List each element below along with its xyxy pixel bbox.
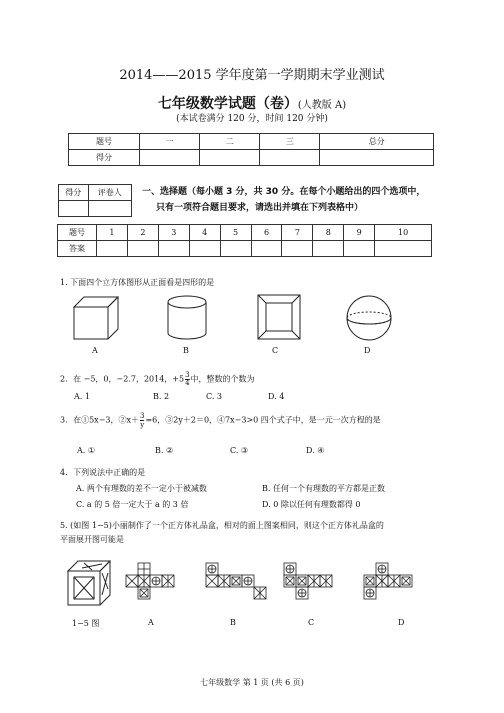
- cube-figure-a: [70, 293, 122, 343]
- grader-name-label: 评卷人: [88, 185, 131, 201]
- q4-option-d: D. 0 除以任何有理数都得 0: [262, 500, 361, 509]
- page-footer: 七年级数学 第 1 页 (共 6 页): [200, 678, 304, 687]
- score-header-cell: 总分: [320, 134, 434, 150]
- score-header-cell: 三: [260, 134, 320, 150]
- answer-cell[interactable]: [220, 241, 251, 257]
- q1-text: 1. 下面四个立方体图形从正面看是四形的是: [60, 278, 215, 287]
- grader-score-label: 得分: [59, 185, 89, 201]
- answer-number: 1: [97, 225, 128, 241]
- q3-text-b: =6，③2y＋2＝0，④7x−3>0 四个式子中，是一元一次方程的是: [145, 415, 381, 425]
- q1-label-d: D: [364, 346, 371, 355]
- answer-number: 3: [158, 225, 189, 241]
- section-1-line1: 一、选择题（每小题 3 分，共 30 分。在每个小题给出的四个选项中，: [142, 187, 426, 197]
- answer-number: 4: [189, 225, 220, 241]
- sphere-figure-d: [344, 293, 394, 343]
- q3-frac-den: y: [140, 421, 145, 429]
- q2-text-a: 2．在 −5，0，−2.7，2014，+5: [60, 374, 185, 384]
- q4-text: 4．下列说法中正确的是: [60, 468, 146, 477]
- answer-row-label: 答案: [58, 241, 97, 257]
- q5-line1: 5. (如图 1−5)小丽制作了一个正方体礼品盒，相对的面上图案相同，则这个正方体礼品盒的: [60, 521, 384, 530]
- q3-option-b: B. ②: [155, 446, 174, 455]
- section-1-heading: [142, 184, 425, 216]
- answer-cell[interactable]: [97, 241, 128, 257]
- q3-text-a: 3．在①5x−3，②x＋: [60, 415, 139, 425]
- q3-text: [60, 412, 381, 429]
- score-row-label: 得分: [69, 150, 140, 166]
- q3-option-d: D. ④: [306, 446, 325, 455]
- q5-figure-label: 1−5 图: [72, 619, 100, 628]
- q1-label-a: A: [92, 346, 98, 355]
- q2-text-b: 中，整数的个数为: [190, 374, 255, 384]
- answer-cell[interactable]: [127, 241, 158, 257]
- net-option-c: [282, 561, 348, 611]
- exam-note: (本试卷满分 120 分，时间 120 分钟): [176, 114, 328, 124]
- answer-cell[interactable]: [375, 241, 432, 257]
- q4-option-c: C. a 的 5 倍一定大于 a 的 3 倍: [76, 500, 189, 509]
- edition-label: (人教版 A): [297, 100, 347, 111]
- exam-title: 2014——2015 学年度第一学期期末学业测试: [119, 68, 385, 83]
- answer-number: 8: [313, 225, 344, 241]
- q1-label-c: C: [272, 346, 279, 355]
- score-cell[interactable]: [260, 150, 320, 166]
- section-1-line2: 只有一项符合题目要求，请选出并填在下列表格中）: [156, 203, 364, 213]
- answer-number: 2: [127, 225, 158, 241]
- q2-frac-num: 3: [185, 371, 190, 379]
- frustum-figure-c: [256, 293, 302, 341]
- answer-cell[interactable]: [251, 241, 282, 257]
- answer-number: 10: [375, 225, 432, 241]
- score-table: [68, 133, 434, 166]
- paper-title: 七年级数学试题（卷）(人教版 A): [157, 96, 347, 112]
- answer-cell[interactable]: [189, 241, 220, 257]
- q2-option-a: A. 1: [74, 392, 90, 401]
- q2-text: [60, 372, 255, 387]
- answer-header-label: 题号: [58, 225, 97, 241]
- q2-fraction: [185, 372, 189, 387]
- q2-frac-den: 4: [185, 379, 190, 387]
- grader-score-cell[interactable]: [59, 201, 89, 217]
- grader-table: [58, 184, 132, 217]
- q5-label-c: C: [308, 618, 315, 627]
- cylinder-figure-b: [165, 293, 209, 343]
- q5-label-b: B: [230, 618, 236, 627]
- q5-line2: 平面展开图可能是: [60, 535, 124, 544]
- q5-label-d: D: [398, 618, 405, 627]
- answer-cell[interactable]: [313, 241, 344, 257]
- answer-cell[interactable]: [282, 241, 313, 257]
- score-cell[interactable]: [140, 150, 200, 166]
- gift-box-figure: [66, 559, 112, 609]
- q2-option-d: D. 4: [268, 392, 285, 401]
- score-header-cell: 二: [200, 134, 260, 150]
- answer-cell[interactable]: [158, 241, 189, 257]
- net-option-a: [124, 561, 180, 611]
- q3-fraction: [140, 412, 144, 429]
- answer-number: 6: [251, 225, 282, 241]
- q2-option-c: C. 3: [206, 392, 223, 401]
- answer-number: 7: [282, 225, 313, 241]
- net-option-d: [362, 561, 422, 611]
- net-option-b: [204, 561, 270, 611]
- score-header-cell: 一: [140, 134, 200, 150]
- q2-option-b: B. 2: [153, 392, 170, 401]
- q4-option-b: B. 任何一个有理数的平方都是正数: [262, 484, 385, 493]
- score-cell[interactable]: [320, 150, 434, 166]
- answer-number: 5: [220, 225, 251, 241]
- q4-option-a: A. 两个有理数的差不一定小于被减数: [76, 484, 207, 493]
- q5-label-a: A: [148, 618, 154, 627]
- score-cell[interactable]: [200, 150, 260, 166]
- q3-option-a: A. ①: [77, 446, 96, 455]
- answer-table: [57, 224, 432, 257]
- score-header-cell: 题号: [69, 134, 140, 150]
- q3-frac-num: 3: [140, 412, 145, 420]
- answer-number: 9: [344, 225, 375, 241]
- grader-name-cell[interactable]: [88, 201, 131, 217]
- answer-cell[interactable]: [344, 241, 375, 257]
- q1-label-b: B: [183, 346, 189, 355]
- q3-option-c: C. ③: [230, 446, 249, 455]
